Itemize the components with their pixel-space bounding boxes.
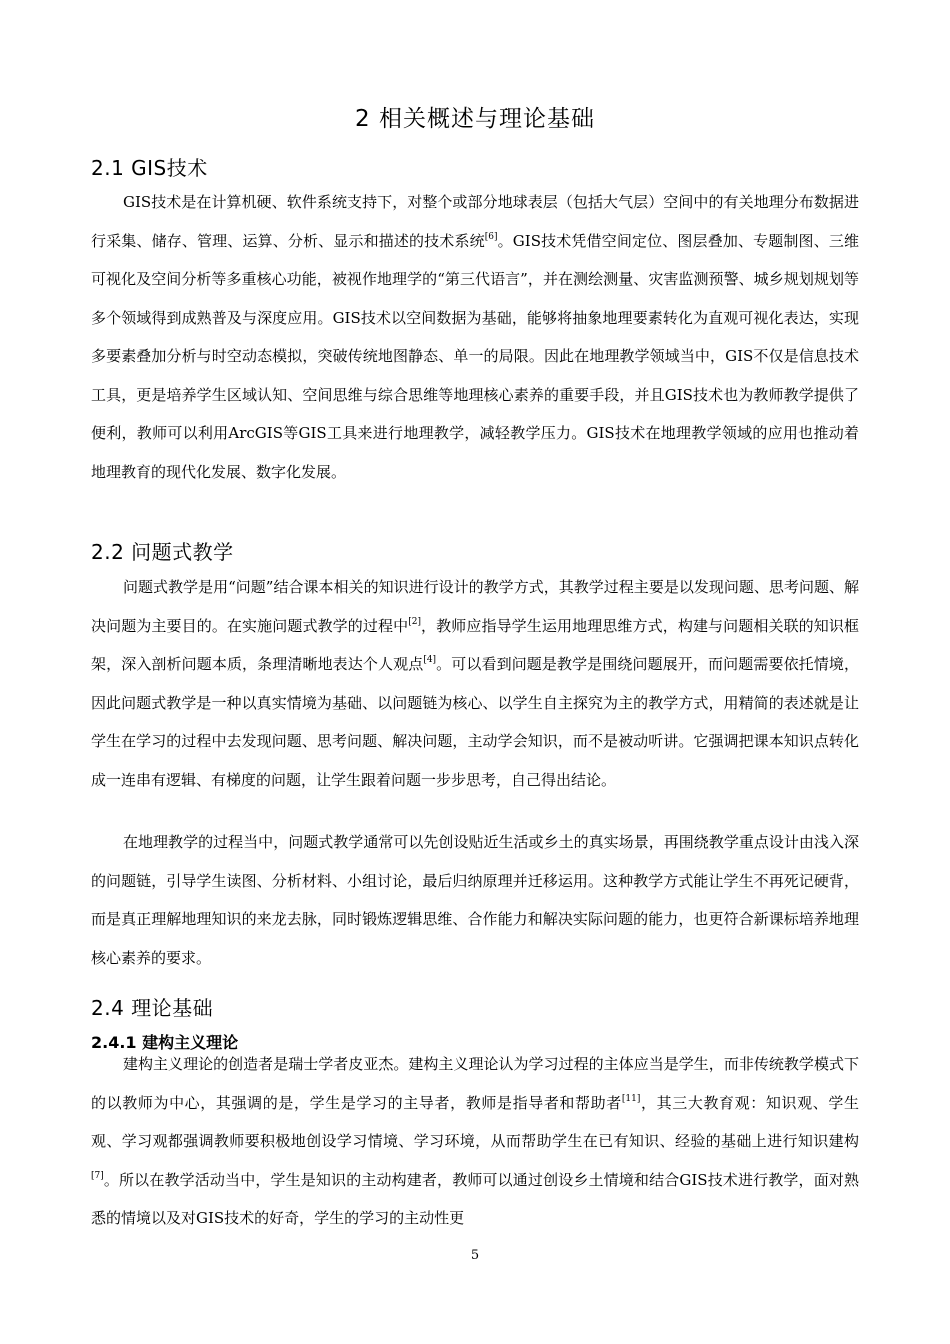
- section-heading-2-4: 2.4 理论基础: [91, 996, 214, 1020]
- page-number: 5: [470, 1248, 480, 1263]
- section-heading-2-2: 2.2 问题式教学: [91, 540, 234, 564]
- paragraph-gis: GIS技术是在计算机硬、软件系统支持下，对整个或部分地球表层（包括大气层）空间中的有关地理分布数据进行采集、储存、管理、运算、分析、显示和描述的技术系统[6]。GIS技术凭借空间定位、图层叠加、专题制图、三维可视化及空间分析等多重核心功能，被视作地理学的“第三代语言”，并在测绘测量、灾害监测预警、城乡规划规划等多个领域得到成熟普及与深度应用。GIS技术以空间数据为基础，能够将抽象地理要素转化为直观可视化表达，实现多要素叠加分析与时空动态模拟，突破传统地图静态、单一的局限。因此在地理教学领域当中，GIS不仅是信息技术工具，更是培养学生区域认知、空间思维与综合思维等地理核心素养的重要手段，并且GIS技术也为教师教学提供了便利，教师可以利用ArcGIS等GIS工具来进行地理教学，减轻教学压力。GIS技术在地理教学领域的应用也推动着地理教育的现代化发展、数字化发展。: [91, 193, 859, 481]
- citation: [7]: [91, 1170, 104, 1181]
- section-heading-2-1: 2.1 GIS技术: [91, 156, 208, 180]
- subsection-heading-2-4-1: 2.4.1 建构主义理论: [91, 1033, 239, 1052]
- citation: [2]: [408, 616, 421, 627]
- citation: [4]: [423, 655, 437, 665]
- paragraph-problem-teaching-2: 在地理教学的过程当中，问题式教学通常可以先创设贴近生活或乡土的真实场景，再围绕教学重点设计由浅入深的问题链，引导学生读图、分析材料、小组讨论，最后归纳原理并迁移运用。这种教学方式能让学生不再死记硬背，而是真正理解地理知识的来龙去脉，同时锻炼逻辑思维、合作能力和解决实际问题的能力，也更符合新课标培养地理核心素养的要求。: [91, 833, 859, 967]
- citation: [6]: [484, 231, 498, 242]
- paragraph-constructivism: 建构主义理论的创造者是瑞士学者皮亚杰。建构主义理论认为学习过程的主体应当是学生，而非传统教学模式下的以教师为中心，其强调的是，学生是学习的主导者，教师是指导者和帮助者[11]，其三大教育观：知识观、学生观、学习观都强调教师要积极地创设学习情境、学习环境，从而帮助学生在已有知识、经验的基础上进行知识建构[7]。所以在教学活动当中，学生是知识的主动构建者，教师可以通过创设乡土情境和结合GIS技术进行教学，面对熟悉的情境以及对GIS技术的好奇，学生的学习的主动性更: [91, 1055, 859, 1227]
- chapter-title: 2 相关概述与理论基础: [355, 106, 595, 132]
- citation: [11]: [621, 1093, 641, 1104]
- paragraph-problem-teaching-1: 问题式教学是用“问题”结合课本相关的知识进行设计的教学方式，其教学过程主要是以发现问题、思考问题、解决问题为主要目的。在实施问题式教学的过程中[2]，教师应指导学生运用地理思维方式，构建与问题相关联的知识框架，深入剖析问题本质，条理清晰地表达个人观点[4]。可以看到问题是教学是围绕问题展开，而问题需要依托情境，因此问题式教学是一种以真实情境为基础、以问题链为核心、以学生自主探究为主的教学方式，用精简的表述就是让学生在学习的过程中去发现问题、思考问题、解决问题，主动学会知识，而不是被动听讲。它强调把课本知识点转化成一连串有逻辑、有梯度的问题，让学生跟着问题一步步思考，自己得出结论。: [91, 578, 859, 789]
